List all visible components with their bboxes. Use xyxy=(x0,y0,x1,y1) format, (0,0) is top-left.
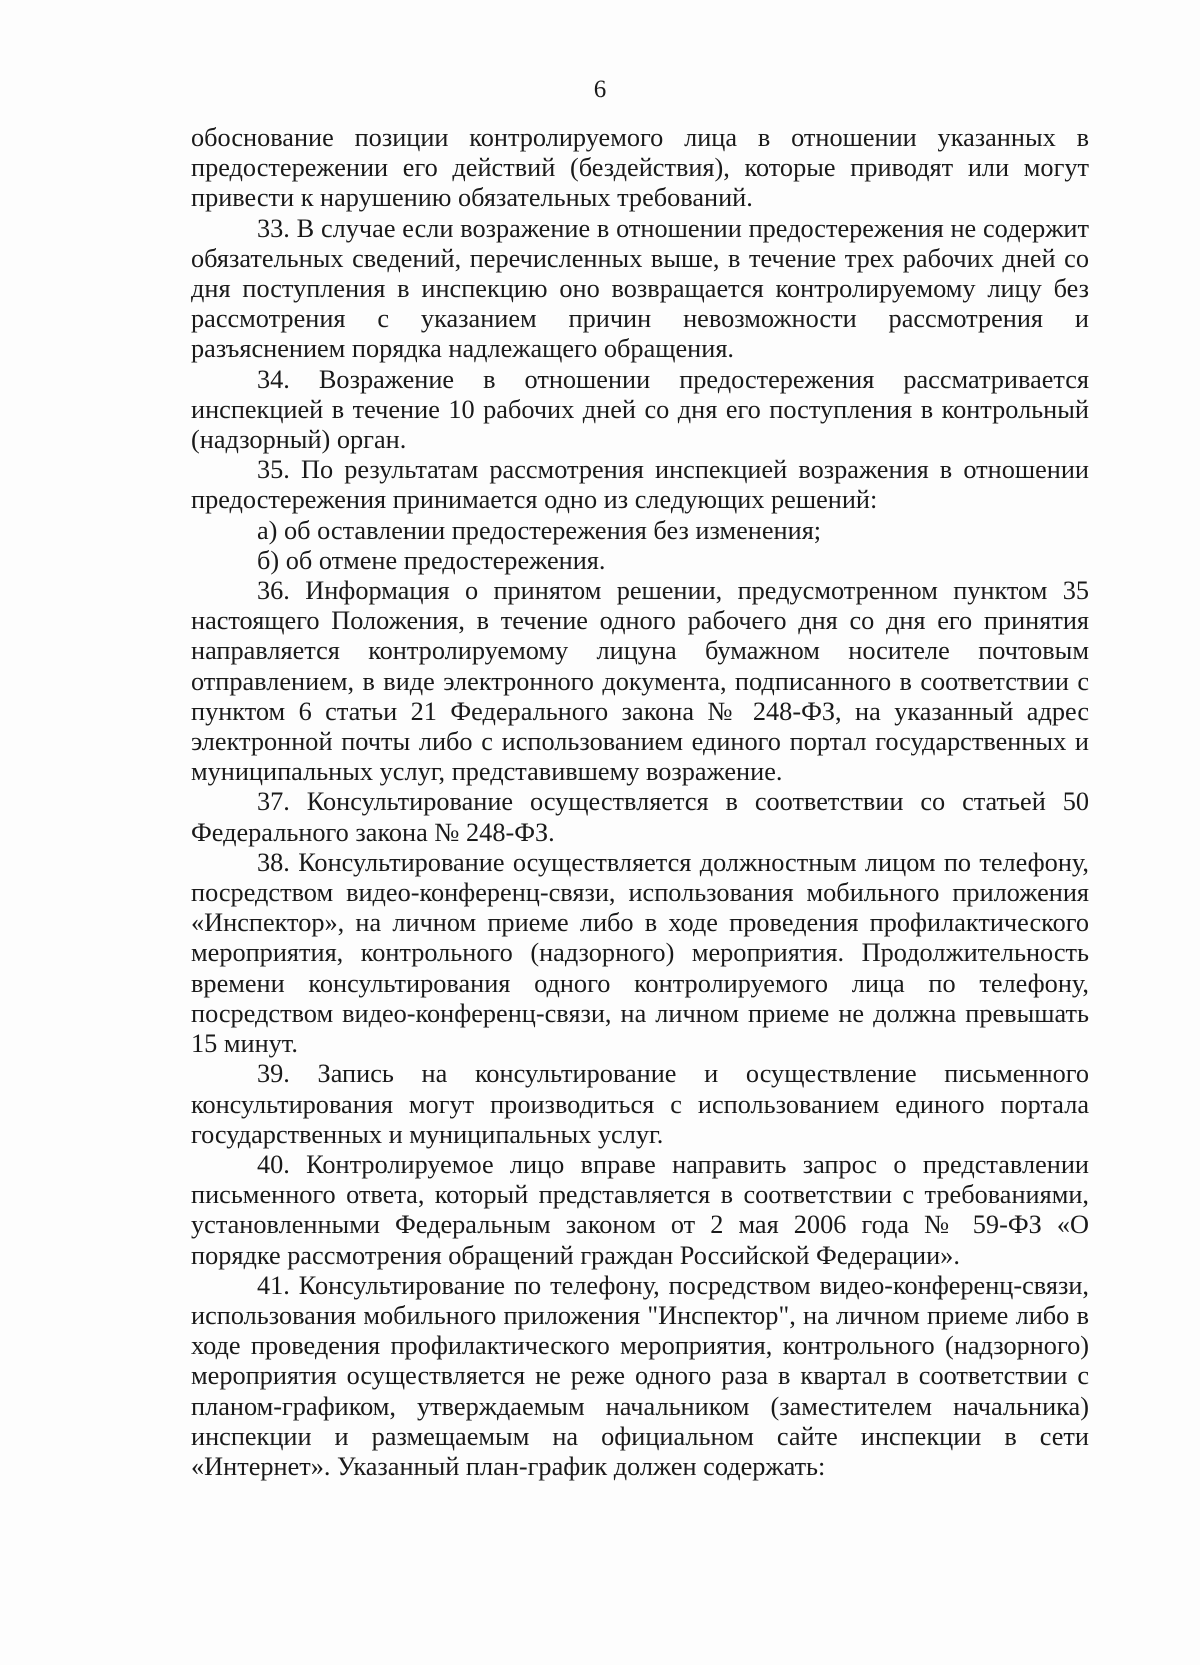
document-body xyxy=(191,123,1089,1482)
paragraph-36: 36. Информация о принятом решении, предусмотренном пунктом 35 настоящего Положения, в течение одного рабочего дня со дня его принятия направляется контролируемому лицуна бумажном носителе почтовым отправлением, в виде электронного документа, подписанного в соответствии с пунктом 6 статьи 21 Федерального закона № 248-ФЗ, на указанный адрес электронной почты либо с использованием единого портал государственных и муниципальных услуг, представившему возражение. xyxy=(191,576,1089,787)
paragraph-41: 41. Консультирование по телефону, посредством видео-конференц-связи, использования мобильного приложения "Инспектор", на личном приеме либо в ходе проведения профилактического мероприятия, контрольного (надзорного) мероприятия осуществляется не реже одного раза в квартал в соответствии с планом-графиком, утверждаемым начальником (заместителем начальника) инспекции и размещаемым на официальном сайте инспекции в сети «Интернет». Указанный план-график должен содержать: xyxy=(191,1270,1089,1481)
paragraph-35-a: а) об оставлении предостережения без изменения; xyxy=(257,515,822,545)
paragraph-33: 33. В случае если возражение в отношении предостережения не содержит обязательных сведений, перечисленных выше, в течение трех рабочих дней со дня поступления в инспекцию оно возвращается контролируемому лицу без рассмотрения с указанием причин невозможности рассмотрения и разъяснением порядка надлежащего обращения. xyxy=(191,213,1089,364)
paragraph-37: 37. Консультирование осуществляется в соответствии со статьей 50 Федерального закона № 248-ФЗ. xyxy=(191,787,1089,847)
page-number: 6 xyxy=(593,76,607,103)
paragraph-34: 34. Возражение в отношении предостережения рассматривается инспекцией в течение 10 рабочих дней со дня его поступления в контрольный (надзорный) орган. xyxy=(191,364,1089,455)
paragraph-35: 35. По результатам рассмотрения инспекцией возражения в отношении предостережения принимается одно из следующих решений: xyxy=(191,455,1089,515)
paragraph-35-b: б) об отмене предостережения. xyxy=(257,545,606,575)
paragraph-38: 38. Консультирование осуществляется должностным лицом по телефону, посредством видео-конференц-связи, использования мобильного приложения «Инспектор», на личном приеме либо в ходе проведения профилактического мероприятия, контрольного (надзорного) мероприятия. Продолжительность времени консультирования одного контролируемого лица по телефону, посредством видео-конференц-связи, на личном приеме не должна превышать 15 минут. xyxy=(191,847,1089,1059)
paragraph-40: 40. Контролируемое лицо вправе направить запрос о представлении письменного ответа, который представляется в соответствии с требованиями, установленными Федеральным законом от 2 мая 2006 года № 59-ФЗ «О порядке рассмотрения обращений граждан Российской Федерации». xyxy=(191,1149,1089,1270)
paragraph-39: 39. Запись на консультирование и осуществление письменного консультирования могут производиться с использованием единого портала государственных и муниципальных услуг. xyxy=(191,1059,1089,1149)
paragraph-continuation: обоснование позиции контролируемого лица в отношении указанных в предостережении его действий (бездействия), которые приводят или могут привести к нарушению обязательных требований. xyxy=(191,123,1089,213)
